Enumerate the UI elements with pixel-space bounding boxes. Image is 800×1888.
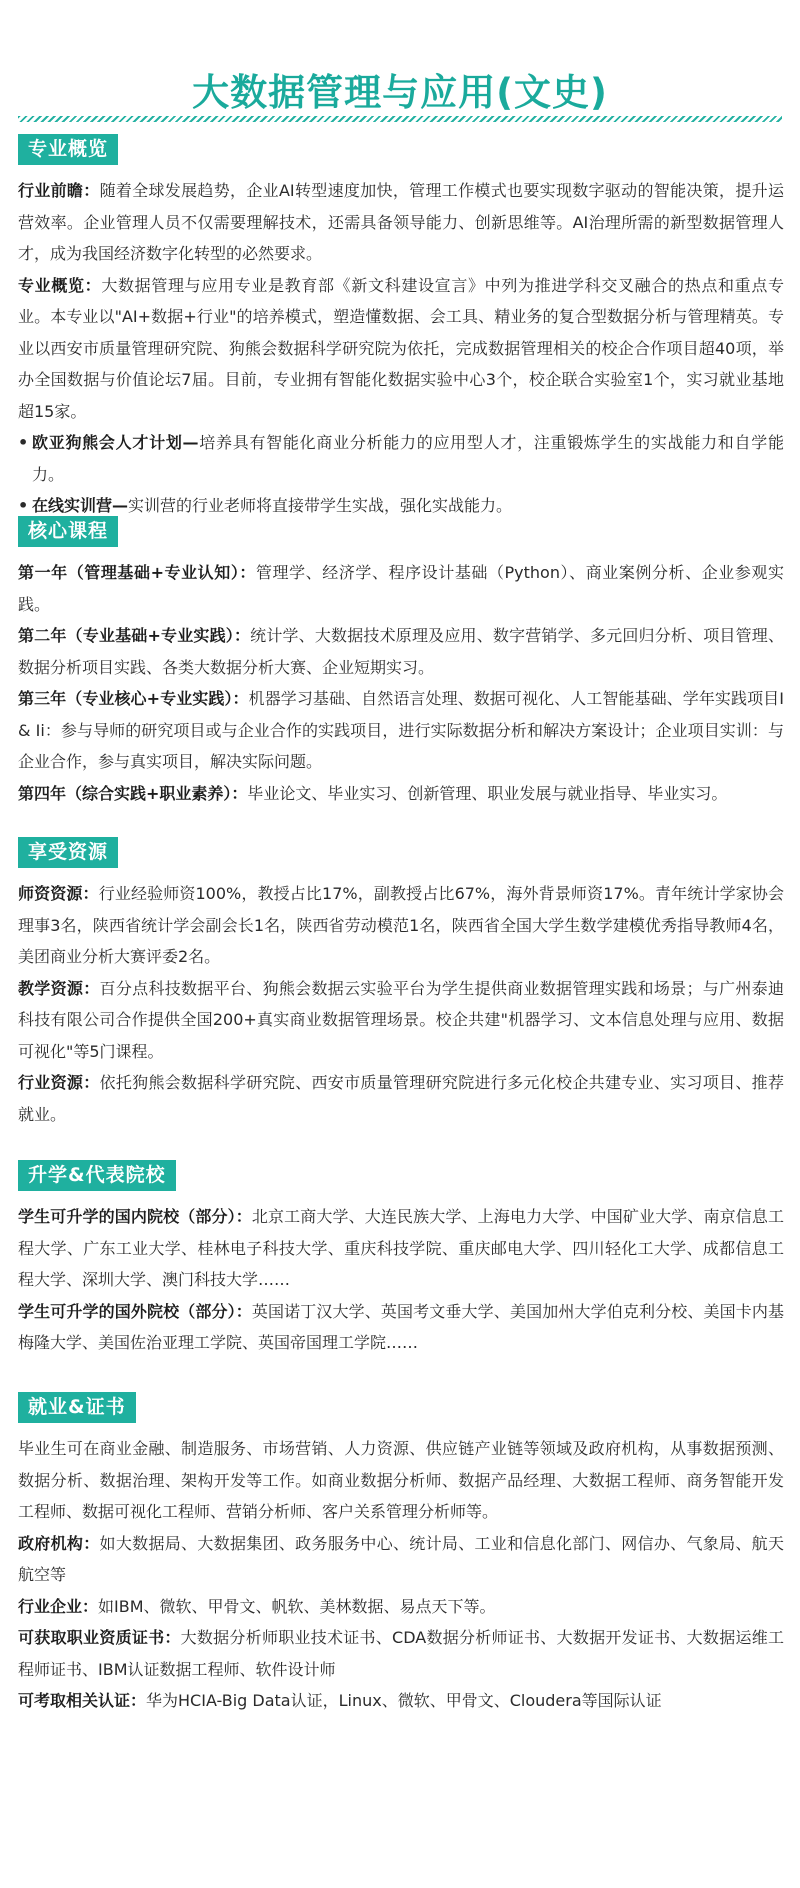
resource-text: 百分点科技数据平台、狗熊会数据云实验平台为学生提供商业数据管理实践和场景；与广州泰迪科技有限公司合作提供全国200+真实商业数据管理场景。校企共建"机器学习、文本信息处理与应用、数据可视化"等5门课程。 [18,978,784,1061]
career-label: 政府机构： [18,1533,100,1553]
career-text: 华为HCIA-Big Data认证，Linux、微软、甲骨文、Cloudera等国际认证 [146,1691,662,1710]
section-overview [18,134,784,522]
career-item [18,1591,784,1623]
overview-summary [18,270,784,428]
career-text: 如大数据局、大数据集团、政务服务中心、统计局、工业和信息化部门、网信办、气象局、航天航空等 [18,1533,784,1584]
course-year-label: 第一年（管理基础+专业认知）： [18,563,256,582]
resource-label: 行业资源： [18,1073,100,1092]
school-label: 学生可升学的国内院校（部分）： [18,1207,252,1226]
career-intro: 毕业生可在商业金融、制造服务、市场营销、人力资源、供应链产业链等领域及政府机构，从事数据预测、数据分析、数据治理、架构开发等工作。如商业数据分析师、数据产品经理、大数据工程师、商务智能开发工程师、数据可视化工程师、营销分析师、客户关系管理分析师等。 [18,1439,784,1521]
title-divider [18,116,782,122]
course-year-text: 统计学、大数据技术原理及应用、数字营销学、多元回归分析、项目管理、数据分析项目实践、各类大数据分析大赛、企业短期实习。 [18,626,784,677]
resource-text: 依托狗熊会数据科学研究院、西安市质量管理研究院进行多元化校企共建专业、实习项目、推荐就业。 [18,1073,784,1124]
career-item [18,1685,784,1717]
school-text: 北京工商大学、大连民族大学、上海电力大学、中国矿业大学、南京信息工程大学、广东工业大学、桂林电子科技大学、重庆科技学院、重庆邮电大学、四川轻化工大学、成都信息工程大学、深圳大学、澳门科技大学…… [18,1207,784,1289]
course-year [18,557,784,620]
career-label: 行业企业： [18,1596,99,1616]
career-item [18,1528,784,1591]
page-title: 大数据管理与应用(文史) [192,71,608,114]
summary-label: 专业概览： [18,275,102,295]
section-heading-courses: 核心课程 [18,516,118,547]
overview-bullet [18,427,784,490]
resource-item [18,1067,784,1130]
school-text: 英国诺丁汉大学、英国考文垂大学、美国加州大学伯克利分校、美国卡内基梅隆大学、美国佐治亚理工学院、英国帝国理工学院…… [18,1301,784,1352]
school-label: 学生可升学的国外院校（部分）： [18,1301,252,1321]
section-career [18,1392,784,1717]
resource-label: 教学资源： [18,978,100,998]
section-heading-schools: 升学&代表院校 [18,1160,176,1191]
frontier-text: 随着全球发展趋势，企业AI转型速度加快，管理工作模式也要实现数字驱动的智能决策，提升运营效率。企业管理人员不仅需要理解技术，还需具备领导能力、创新思维等。AI治理所需的新型数据管理人才，成为我国经济数字化转型的必然要求。 [18,181,784,263]
course-year [18,620,784,683]
overview-frontier [18,175,784,270]
bullet-dot-icon: • [18,433,29,452]
career-item [18,1622,784,1685]
resource-item [18,878,784,973]
course-year-text: 毕业论文、毕业实习、创新管理、职业发展与就业指导、毕业实习。 [247,783,728,803]
course-year-text: 管理学、经济学、程序设计基础（Python）、商业案例分析、企业参观实践。 [18,563,784,614]
career-text: 大数据分析师职业技术证书、CDA数据分析师证书、大数据开发证书、大数据运维工程师证书、IBM认证数据工程师、软件设计师 [18,1628,784,1679]
section-heading-resources: 享受资源 [18,837,118,868]
section-heading-career: 就业&证书 [18,1392,136,1423]
course-year-text: 机器学习基础、自然语言处理、数据可视化、人工智能基础、学年实践项目I & Ii：参与导师的研究项目或与企业合作的实践项目，进行实际数据分析和解决方案设计；企业项目实训：与企业合作，参与真实项目，解决实际问题。 [18,689,784,771]
career-text: 如IBM、微软、甲骨文、帆软、美林数据、易点天下等。 [98,1596,496,1616]
bullet-label: 欧亚狗熊会人才计划— [32,433,199,452]
section-courses [18,516,784,809]
resource-item [18,973,784,1068]
career-label: 可考取相关认证： [18,1691,147,1710]
bullet-text: 实训营的行业老师将直接带学生实战，强化实战能力。 [128,496,513,515]
bullet-dot-icon: • [18,496,29,515]
section-heading-overview: 专业概览 [18,134,118,165]
section-schools [18,1160,784,1359]
frontier-label: 行业前瞻： [18,181,100,200]
career-label: 可获取职业资质证书： [18,1628,181,1647]
summary-text: 大数据管理与应用专业是教育部《新文科建设宣言》中列为推进学科交叉融合的热点和重点专业。本专业以"AI+数据+行业"的培养模式，塑造懂数据、会工具、精业务的复合型数据分析与管理精英。专业以西安市质量管理研究院、狗熊会数据科学研究院为依托，完成数据管理相关的校企合作项目超40项，举办全国数据与价值论坛7届。目前，专业拥有智能化数据实验中心3个，校企联合实验室1个，实习就业基地超15家。 [18,275,784,421]
course-year [18,683,784,778]
course-year-label: 第三年（专业核心+专业实践）： [18,689,249,708]
course-year [18,778,784,810]
resource-text: 行业经验师资100%，教授占比17%，副教授占比67%，海外背景师资17%。青年统计学家协会理事3名，陕西省统计学会副会长1名，陕西省劳动模范1名，陕西省全国大学生数学建模优秀指导教师4名，美团商业分析大赛评委2名。 [18,884,784,966]
course-year-label: 第二年（专业基础+专业实践）： [18,626,251,645]
section-resources [18,837,784,1130]
course-year-label: 第四年（综合实践+职业素养）： [18,783,248,803]
school-item [18,1296,784,1359]
resource-label: 师资资源： [18,884,99,903]
bullet-label: 在线实训营— [32,496,129,515]
bullet-text: 培养具有智能化商业分析能力的应用型人才，注重锻炼学生的实战能力和自学能力。 [32,433,784,484]
school-item [18,1201,784,1296]
